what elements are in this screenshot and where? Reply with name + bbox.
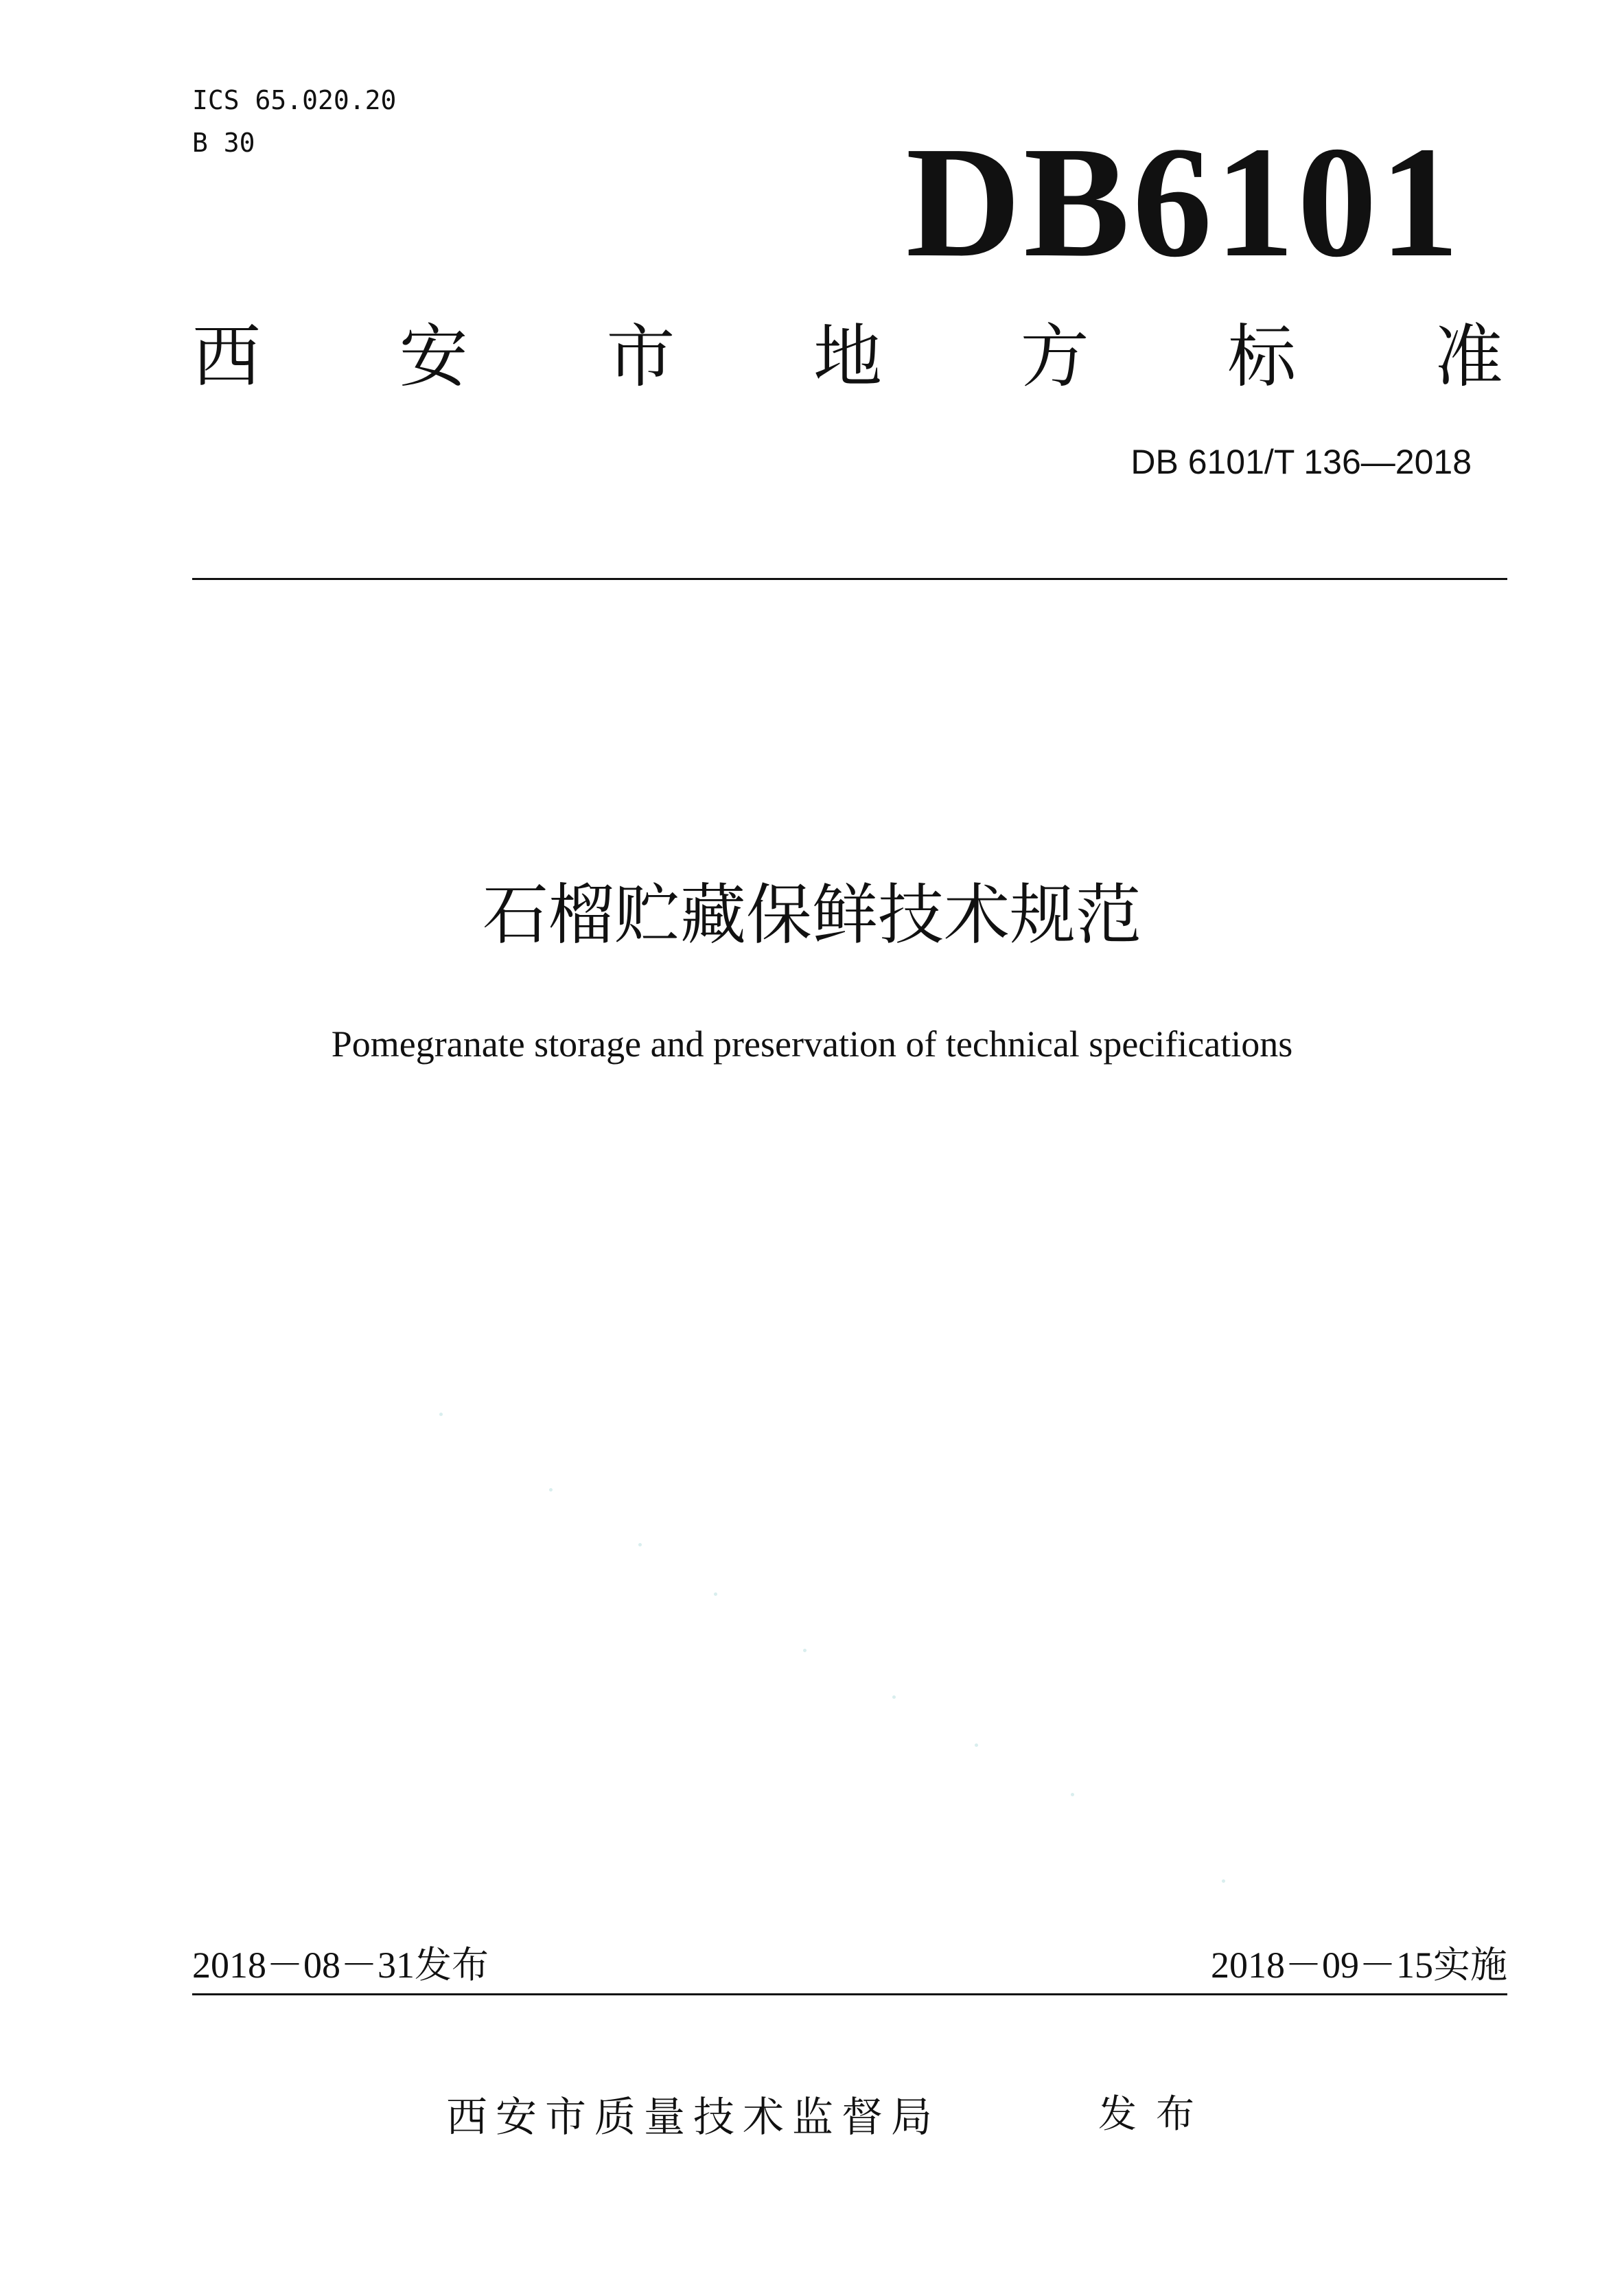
standard-type-char: 地 <box>813 316 882 397</box>
issuing-authority: 西安市质量技术监督局 <box>446 2094 940 2142</box>
standard-code-logo: DB6101 <box>905 114 1462 290</box>
bottom-divider <box>192 1993 1507 1995</box>
classification-code: B 30 <box>192 128 255 158</box>
scan-speck <box>549 1488 553 1492</box>
scan-speck <box>714 1592 717 1596</box>
issued-label: 发布 <box>1098 2092 1214 2137</box>
top-divider <box>192 578 1507 580</box>
implementation-label: 实施 <box>1433 1943 1507 1986</box>
standard-number: DB 6101/T 136—2018 <box>1130 443 1472 481</box>
standard-type-char: 安 <box>399 316 468 397</box>
document-title-english: Pomegranate storage and preservation of technical specifications <box>331 1023 1293 1065</box>
scan-speck <box>1222 1879 1225 1883</box>
standard-type-char: 标 <box>1227 316 1297 397</box>
scan-speck <box>638 1543 642 1546</box>
standard-type-char: 方 <box>1020 316 1089 397</box>
issue-date-line <box>192 1940 489 1991</box>
scan-speck <box>892 1695 896 1699</box>
standard-type-char: 市 <box>606 316 675 397</box>
standard-type-char: 西 <box>192 316 261 397</box>
ics-code: ICS 65.020.20 <box>192 85 397 115</box>
issue-label: 发布 <box>415 1943 489 1986</box>
issue-date: 2018－08－31 <box>192 1945 415 1986</box>
scan-speck <box>1071 1793 1074 1796</box>
standard-type-char: 准 <box>1434 316 1503 397</box>
document-title-chinese: 石榴贮藏保鲜技术规范 <box>483 877 1141 953</box>
scan-speck <box>803 1649 807 1652</box>
implementation-date: 2018－09－15 <box>1211 1945 1433 1986</box>
scan-speck <box>975 1743 978 1747</box>
standard-type-heading <box>192 312 1503 402</box>
scan-speck <box>439 1413 443 1416</box>
implementation-date-line <box>1211 1940 1507 1991</box>
